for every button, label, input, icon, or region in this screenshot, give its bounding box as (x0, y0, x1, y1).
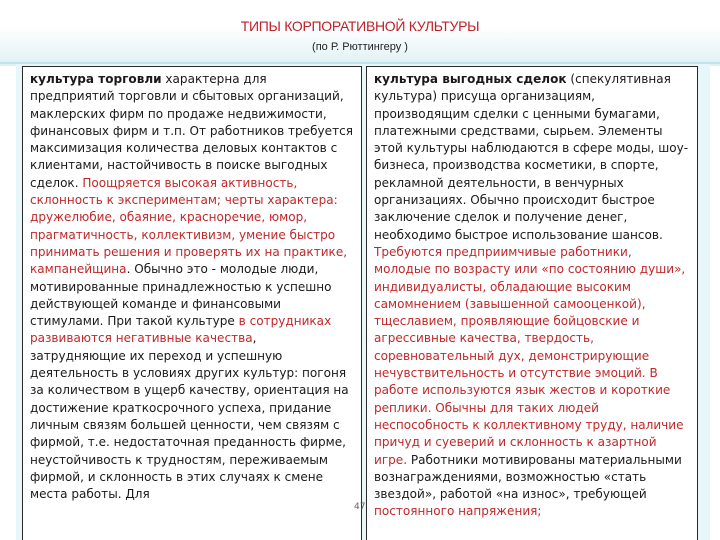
slide-subtitle: (по Р. Рюттингеру ) (312, 41, 408, 53)
trade-culture-heading: культура торговли (30, 72, 162, 86)
trade-culture-motivation: . Обычно это - молодые люди, мотивированные принадлежностью к успешно действующей команде и финансовыми стимулами. При такой культуре (30, 262, 332, 329)
trade-culture-negatives: в сотрудниках развиваются негативные качества (30, 314, 332, 346)
deal-culture-traits: Требуются предприимчивые работники, молодые по возрасту или «по состоянию души», индивидуалисты, обладающие высоким самомнением (завышенной самооценкой), тщеславием, проявляющие бойцовские и агрессивные качества, твердость, соревновательный дух, демонстрирующие нечувствительность и отсутствие эмоций. В работе используются язык жестов и короткие реплики. Обычны для таких людей неспособность к коллективному труду, наличие причуд и суеверий и склонность к азартной игре. (374, 244, 686, 467)
trade-culture-text (30, 71, 355, 503)
deal-culture-heading: культура выгодных сделок (374, 72, 567, 86)
page-number: 47 (354, 502, 366, 512)
trade-culture-column (22, 66, 362, 540)
deal-culture-desc: (спекулятивная культура) присуща организациям, производящим сделки с ценными бумагами, платежными средствами, сырьем. Элементы этой культуры наблюдаются в сфере моды, шоу-бизнеса, производства косметики, в спорте, рекламной деятельности, в венчурных организациях. Обычно происходит быстрое заключение сделок и получение денег, необходимо быстрое использование шансов. (374, 72, 689, 242)
deal-culture-column (366, 66, 698, 540)
deal-culture-motivation: Работники мотивированы материальными вознаграждениями, возможностью «стать звездой», работой «на износ», требующей (374, 452, 682, 502)
trade-culture-desc: характерна для предприятий торговли и сбытовых организаций, маклерских фирм по продаже недвижимости, финансовых фирм и т.п. От работников требуется максимизация количества деловых контактов с клиентами, настойчивость в поиске выгодных сделок. (30, 72, 353, 190)
deal-culture-tension: постоянного напряжения; (374, 504, 542, 519)
slide-title: ТИПЫ КОРПОРАТИВНОЙ КУЛЬТУРЫ (240, 18, 480, 34)
trade-culture-traits: Поощряется высокая активность, склонность к экспериментам; черты характера: дружелюбие, обаяние, красноречие, юмор, прагматичность, коллективизм, умение быстро принимать решения и проверять их на практике, кампанейщина (30, 175, 348, 277)
trade-culture-consequences: , затрудняющие их переход и успешную деятельность в условиях других культур: погоня за количеством в ущерб качеству, ориентация на достижение краткосрочного успеха, придание личным связям большей ценности, чем связям с фирмой, т.е. недостаточная преданность фирме, неустойчивость к трудностям, переживаемым фирмой, и склонность в этих случаях к смене места работы. Для (30, 331, 349, 502)
deal-culture-text (374, 71, 691, 521)
